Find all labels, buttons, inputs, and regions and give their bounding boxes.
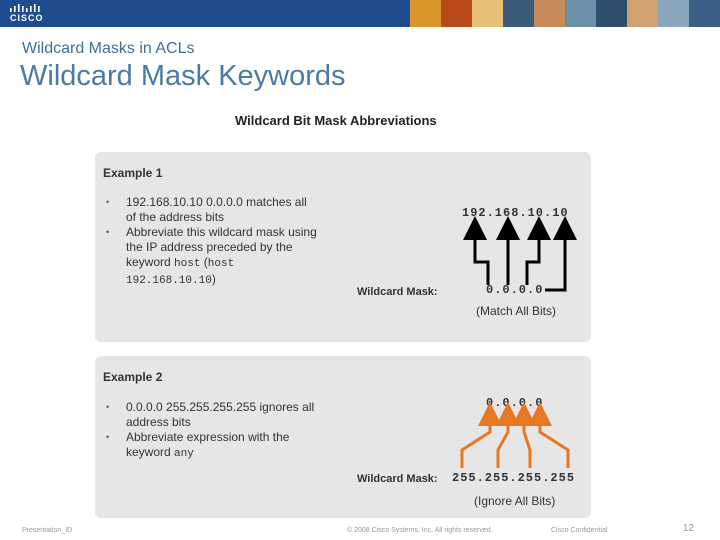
arrow-octet-3 xyxy=(527,228,539,285)
example-1-mask-value: 0.0.0.0 xyxy=(486,283,544,297)
arrow-octet-4 xyxy=(540,414,568,468)
arrow-octet-1 xyxy=(475,228,488,285)
footer-confidential: Cisco Confidential xyxy=(551,527,608,534)
example-1-mask-label: Wildcard Mask: xyxy=(357,286,438,298)
arrow-octet-3 xyxy=(524,414,530,468)
footer-copyright: © 2008 Cisco Systems, Inc. All rights reserved. xyxy=(347,527,493,534)
logo-wordmark: CISCO xyxy=(10,13,44,23)
bullet-paren-close: ) xyxy=(211,272,216,286)
example-1-caption: (Match All Bits) xyxy=(476,304,557,318)
keyword-any: any xyxy=(174,448,194,460)
bullet-paren-open: ( xyxy=(200,255,208,269)
bullet-text: 192.168.10.10 0.0.0.0 matches all of the address bits xyxy=(126,195,307,224)
example-2-mask-label: Wildcard Mask: xyxy=(357,473,438,485)
bullet-text: Abbreviate expression with the keyword xyxy=(126,430,290,459)
page-number: 12 xyxy=(682,523,694,534)
host-command-example: host 192.168.10.10 xyxy=(126,258,235,287)
slide-title: Wildcard Mask Keywords xyxy=(20,60,346,92)
example-2-ip-address: 0.0.0.0 xyxy=(486,396,544,410)
arrow-octet-4 xyxy=(545,228,565,290)
figure-title: Wildcard Bit Mask Abbreviations xyxy=(235,113,437,128)
example-2-arrows xyxy=(462,414,568,468)
bullet-text: 0.0.0.0 255.255.255.255 ignores all address bits xyxy=(126,400,315,429)
keyword-host: host xyxy=(174,258,201,270)
example-2-caption: (Ignore All Bits) xyxy=(474,494,556,508)
example-2-mask-value: 255.255.255.255 xyxy=(452,471,576,485)
slide-subtitle: Wildcard Masks in ACLs xyxy=(22,40,195,57)
arrow-octet-2 xyxy=(498,414,508,468)
example-1-title: Example 1 xyxy=(103,166,163,180)
bullet-text: Abbreviate this wildcard mask using the IP address preceded by the keyword xyxy=(126,225,317,269)
footer-presentation-id: Presentation_ID xyxy=(22,527,73,534)
arrow-octet-1 xyxy=(462,414,490,468)
example-1-arrows xyxy=(475,228,565,290)
example-2-title: Example 2 xyxy=(103,370,163,384)
example-1-ip-address: 192.168.10.10 xyxy=(462,206,569,220)
